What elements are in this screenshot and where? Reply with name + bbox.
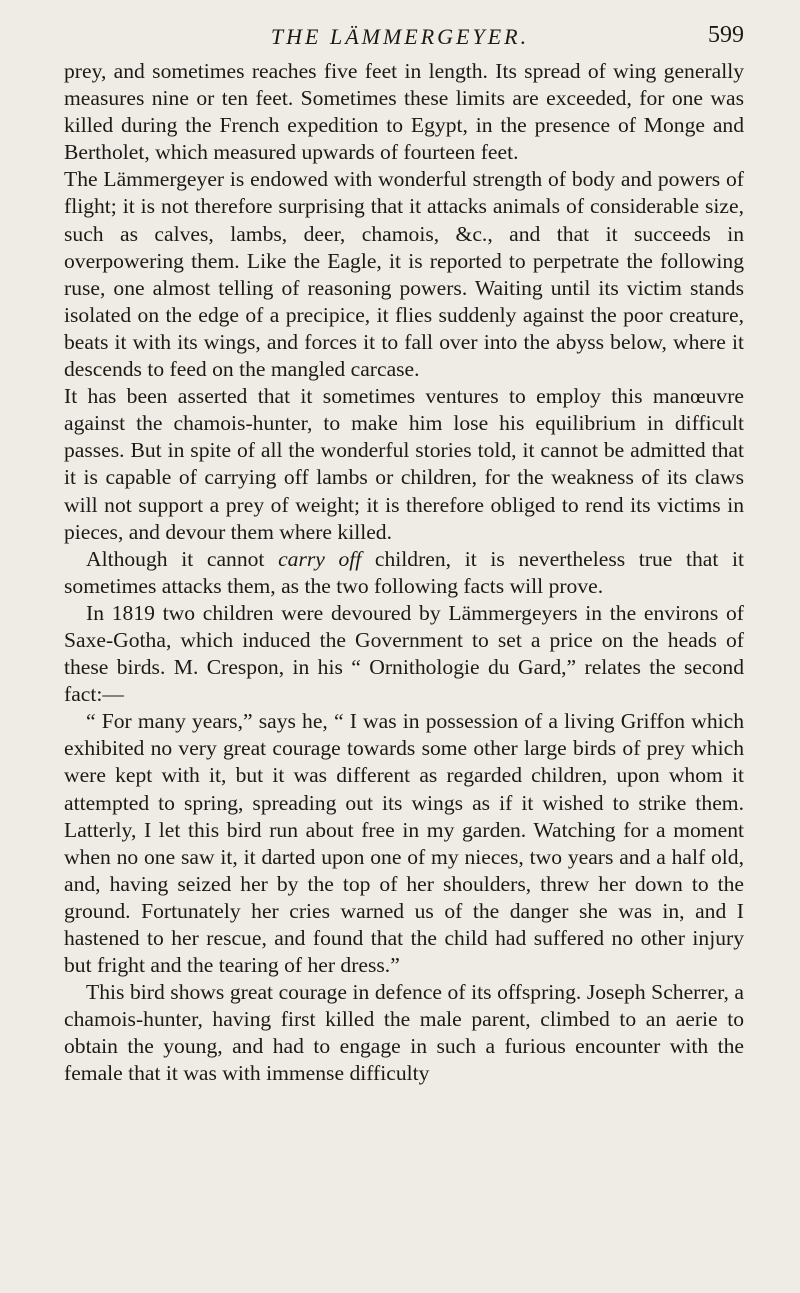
paragraph-continuation: prey, and sometimes reaches five feet in length. Its spread of wing generally measures nine or ten feet. Sometimes these limits are exceeded, for one was killed during the French expedition to Egypt, in the presence of Monge and Bertholet, which measured upwards of fourteen feet. bbox=[64, 59, 744, 165]
running-title: THE LÄMMERGEYER. bbox=[270, 24, 530, 49]
running-head bbox=[0, 18, 800, 58]
page-number: 599 bbox=[708, 22, 744, 48]
paragraph-attacks-children bbox=[64, 546, 744, 600]
paragraph-strength: The Lämmergeyer is endowed with wonderful strength of body and powers of flight; it is not therefore surprising that it attacks animals of considerable size, such as calves, lambs, deer, chamois, &c., and that it succeeds in overpowering them. Like the Eagle, it is reported to perpetrate the following ruse, one almost telling of reasoning powers. Waiting until its victim stands isolated on the edge of a precipice, it flies suddenly against the poor creature, beats it with its wings, and forces it to fall over into the abyss below, where it descends to feed on the mangled carcase. bbox=[64, 167, 744, 382]
body-text bbox=[64, 58, 744, 1088]
paragraph-manoeuvre: It has been asserted that it sometimes ventures to employ this manœuvre against the chamois-hunter, to make him lose his equilibrium in difficult passes. But in spite of all the wonderful stories told, it cannot be admitted that it is capable of carrying off lambs or children, for the weakness of its claws will not support a prey of weight; it is therefore obliged to rend its victims in pieces, and devour them where killed. bbox=[64, 384, 744, 544]
text-after-emphasis: children, it is nevertheless true that it sometimes attacks them, as the two following facts will prove. bbox=[64, 546, 744, 598]
text-before-emphasis: Although it cannot bbox=[86, 546, 279, 571]
paragraph-crespon-quote: “ For many years,” says he, “ I was in possession of a living Griffon which exhibited no very great courage towards some other large birds of prey which were kept with it, but it was different as regarded children, upon whom it attempted to spring, spreading out its wings as if it wished to strike them. Latterly, I let this bird run about free in my garden. Watching for a moment when no one saw it, it darted upon one of my nieces, two years and a half old, and, having seized her by the top of her shoulders, threw her down to the ground. Fortunately her cries warned us of the danger she was in, and I hastened to her rescue, and found that the child had suffered no other injury but fright and the tearing of her dress.” bbox=[64, 709, 744, 978]
paragraph-scherrer: This bird shows great courage in defence of its offspring. Joseph Scherrer, a chamois-hunter, having first killed the male parent, climbed to an aerie to obtain the young, and had to engage in such a furious encounter with the female that it was with immense difficulty bbox=[64, 980, 744, 1086]
paragraph-saxe-gotha: In 1819 two children were devoured by Lämmergeyers in the environs of Saxe-Gotha, which induced the Government to set a price on the heads of these birds. M. Crespon, in his “ Ornithologie du Gard,” relates the second fact:— bbox=[64, 600, 744, 707]
emphasis-carry-off: carry off bbox=[278, 546, 362, 571]
